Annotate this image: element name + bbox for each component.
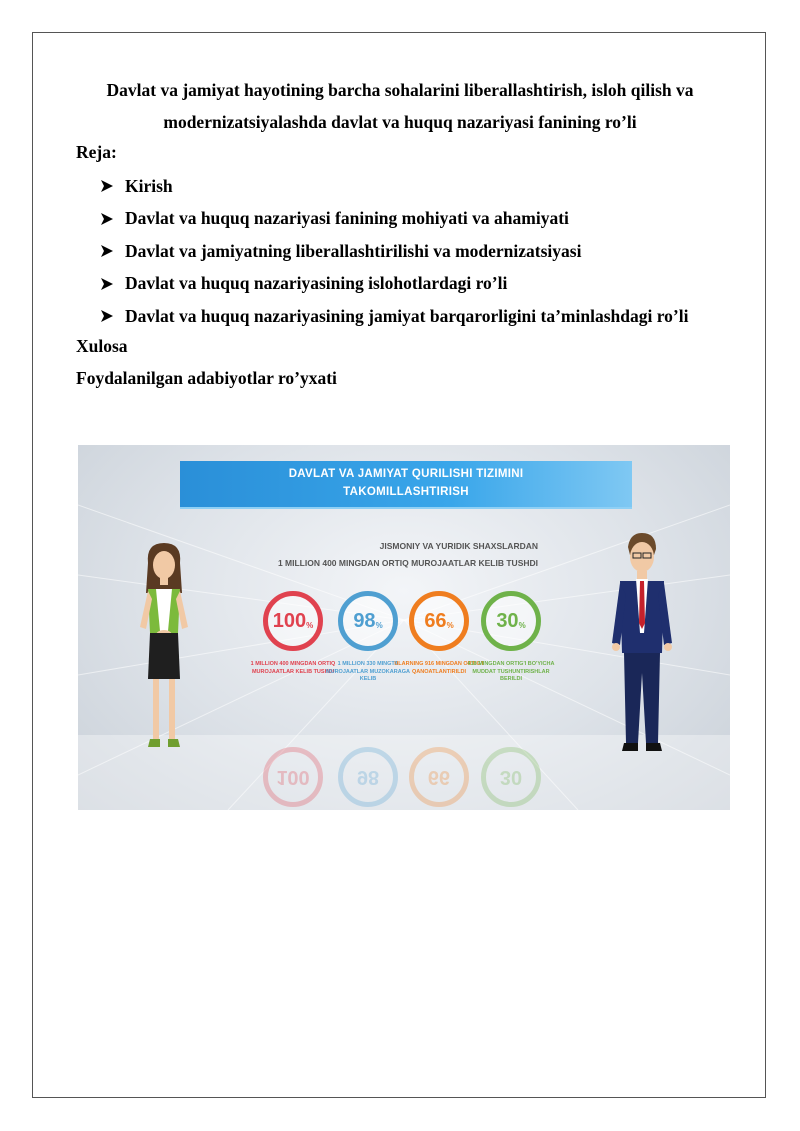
- infographic-caption-line-2: 1 MILLION 400 MINGDAN ORTIQ MUROJAATLAR KELIB TUSHDI: [277, 558, 538, 568]
- stat-note: 418 MINGDAN ORTIG'I BO'YICHA MUDDAT TUSHUNTIRISHLAR BERILDI: [467, 661, 555, 682]
- banner-line-2: TAKOMILLASHTIRISH: [343, 486, 469, 498]
- plan-heading: Reja:: [76, 142, 117, 162]
- stat-unit: %: [518, 620, 526, 630]
- plan-item-label: Davlat va huquq nazariyasi fanining mohiyati va ahamiyati: [125, 208, 569, 229]
- plan-item: [100, 203, 689, 236]
- arrow-bullet-icon: [100, 179, 125, 193]
- stat-circle: [338, 591, 398, 651]
- infographic-caption-line-1: JISMONIY VA YURIDIK SHAXSLARDAN: [379, 541, 538, 551]
- plan-item-label: Davlat va jamiyatning liberallashtirilishi va modernizatsiyasi: [125, 240, 582, 261]
- stat-unit: %: [375, 620, 383, 630]
- plan-item: [100, 235, 689, 268]
- stat-note: 1 MILLION 400 MINGDAN ORTIQ MUROJAATLAR KELIB TUSHDI: [250, 661, 336, 675]
- plan-item-label: Davlat va huquq nazariyasining jamiyat barqarorligini ta’minlashdagi ro’li: [125, 305, 689, 326]
- arrow-bullet-icon: [100, 309, 125, 323]
- arrow-bullet-icon: [100, 244, 125, 258]
- document-title: [76, 74, 724, 138]
- stat-reflection: [263, 747, 323, 807]
- stat-value: 98: [353, 609, 376, 632]
- stat-reflection: [481, 747, 541, 807]
- woman-presenter-icon: [134, 541, 194, 755]
- stat-unit: %: [446, 620, 454, 630]
- arrow-bullet-icon: [100, 277, 125, 291]
- plan-list: [100, 170, 689, 333]
- title-line-1: Davlat va jamiyat hayotining barcha sohalarini liberallashtirish, isloh qilish va: [106, 80, 694, 100]
- man-presenter-icon: [606, 533, 676, 757]
- stat-value: 30: [496, 609, 519, 632]
- stat-reflection: [409, 747, 469, 807]
- reflection-value: 98: [356, 766, 380, 789]
- references-heading: Foydalanilgan adabiyotlar ro’yxati: [76, 368, 337, 388]
- stat-circle: [263, 591, 323, 651]
- stat-value: 100: [272, 609, 307, 632]
- plan-item: [100, 268, 689, 301]
- plan-item-label: Davlat va huquq nazariyasining islohotlardagi ro’li: [125, 273, 508, 294]
- title-line-2: modernizatsiyalashda davlat va huquq nazariyasi fanining ro’li: [163, 112, 637, 132]
- stat-note: ULARNING 916 MINGDAN ORTIG'I QANOATLANTIRILDI: [394, 661, 484, 675]
- banner-line-1: DAVLAT VA JAMIYAT QURILISHI TIZIMINI: [288, 468, 524, 480]
- arrow-bullet-icon: [100, 212, 125, 226]
- infographic-image: [78, 445, 730, 810]
- reflection-value: 100: [276, 766, 310, 789]
- stat-circle: [409, 591, 469, 651]
- stat-unit: %: [306, 620, 314, 630]
- reflection-value: 30: [499, 766, 523, 789]
- infographic-banner: [180, 461, 632, 509]
- reflection-value: 66: [427, 766, 451, 789]
- stat-circle: [481, 591, 541, 651]
- stat-reflection: [338, 747, 398, 807]
- conclusion-heading: Xulosa: [76, 336, 128, 356]
- stat-value: 66: [424, 609, 447, 632]
- plan-item: [100, 170, 689, 203]
- plan-item: [100, 300, 689, 333]
- stat-note: 1 MILLION 330 MINGTA MUROJAATLAR MUZOKARAGA KELIB: [326, 661, 410, 682]
- plan-item-label: Kirish: [125, 175, 173, 196]
